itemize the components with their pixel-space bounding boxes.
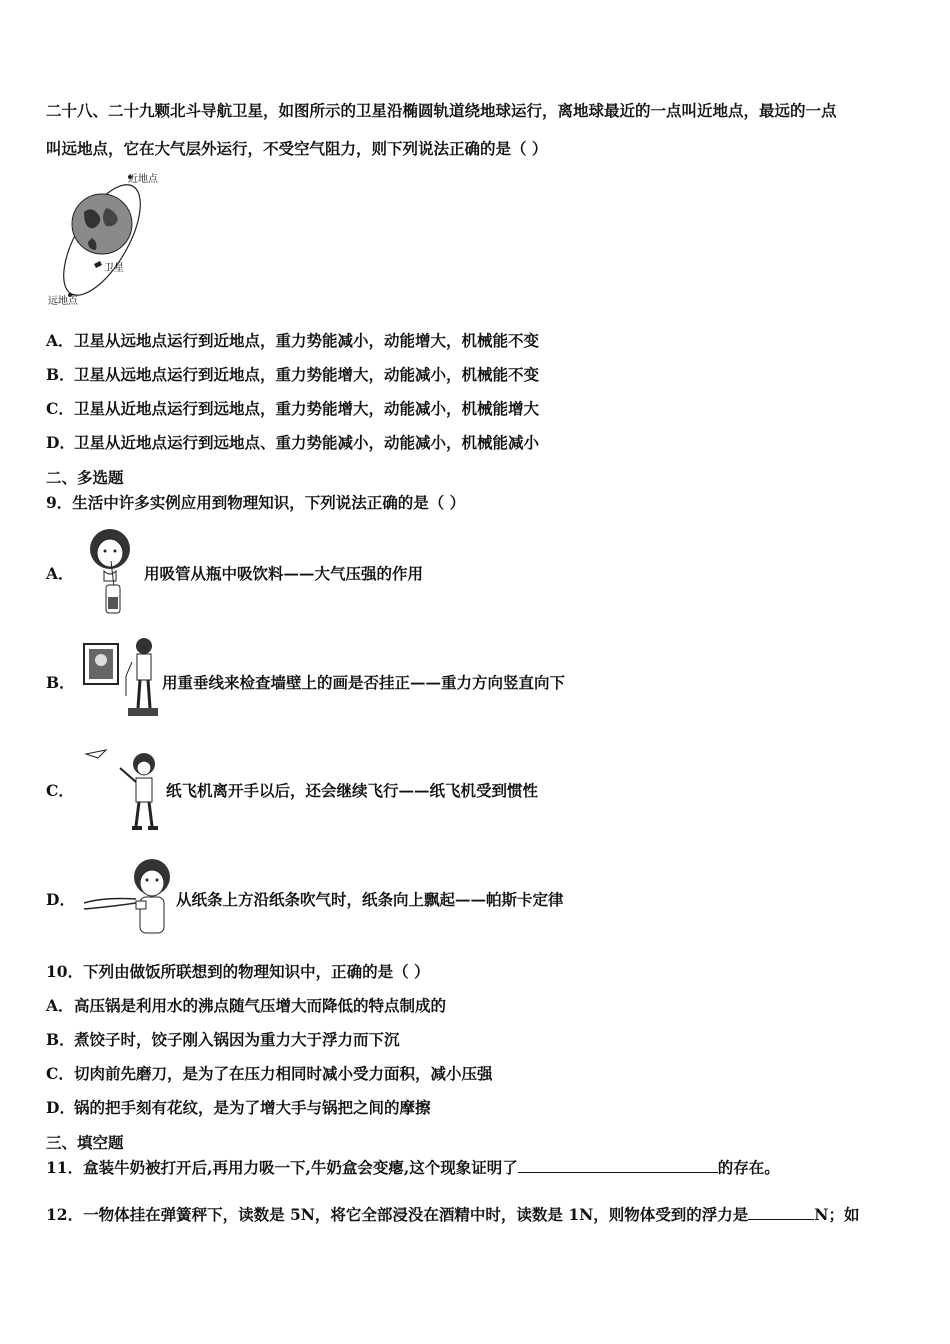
q9-option-a: A． 用吸管从瓶中吸饮料——大气压强的作用 bbox=[46, 527, 906, 617]
q9-option-b: B． 用重垂线来检查墙壁上的画是否挂正——重力方向竖直向下 bbox=[46, 636, 906, 726]
section-title-fill-in: 三、填空题 bbox=[46, 1133, 124, 1152]
q8-stem-line2: 叫远地点，它在大气层外运行，不受空气阻力，则下列说法正确的是（ ） bbox=[46, 139, 548, 158]
q8-stem-line1: 二十八、二十九颗北斗导航卫星，如图所示的卫星沿椭圆轨道绕地球运行，离地球最近的一点叫近地点，最远的一点 bbox=[46, 101, 837, 120]
earth-orbit-illustration bbox=[40, 168, 170, 308]
q8-option-d: D．卫星从近地点运行到远地点、重力势能减小，动能减小，机械能减小 bbox=[46, 433, 540, 452]
q9-option-c: C． 纸飞机离开手以后，还会继续飞行——纸飞机受到惯性 bbox=[46, 744, 906, 834]
q8-option-b: B．卫星从远地点运行到近地点，重力势能增大，动能减小，机械能不变 bbox=[46, 365, 540, 384]
q12-stem: 12．一物体挂在弹簧秤下，读数是 5N，将它全部浸没在酒精中时，读数是 1N，则物体受到的浮力是 N；如 bbox=[46, 1205, 860, 1224]
q9-option-d: D． 从纸条上方沿纸条吹气时，纸条向上飘起——帕斯卡定律 bbox=[46, 853, 906, 943]
q9-stem: 9．生活中许多实例应用到物理知识，下列说法正确的是（ ） bbox=[46, 493, 466, 512]
q8-option-c: C．卫星从近地点运行到远地点，重力势能增大，动能减小，机械能增大 bbox=[46, 399, 540, 418]
section-title-multiple-choice: 二、多选题 bbox=[46, 468, 124, 487]
paper-plane-boy-image bbox=[84, 744, 168, 834]
q10-option-d: D．锅的把手刻有花纹，是为了增大手与锅把之间的摩擦 bbox=[46, 1098, 431, 1117]
q10-option-b: B．煮饺子时，饺子刚入锅因为重力大于浮力而下沉 bbox=[46, 1030, 400, 1049]
q10-option-c: C．切肉前先磨刀，是为了在压力相同时减小受力面积，减小压强 bbox=[46, 1064, 493, 1083]
q8-option-a: A．卫星从远地点运行到近地点，重力势能减小，动能增大，机械能不变 bbox=[46, 331, 540, 350]
q12-answer-blank[interactable] bbox=[748, 1203, 814, 1220]
q10-option-a: A．高压锅是利用水的沸点随气压增大而降低的特点制成的 bbox=[46, 996, 447, 1015]
q11-answer-blank[interactable] bbox=[518, 1156, 718, 1173]
q10-stem: 10．下列由做饭所联想到的物理知识中，正确的是（ ） bbox=[46, 962, 430, 981]
perigee-label: 近地点 bbox=[128, 174, 158, 185]
girl-drinking-straw-image bbox=[84, 527, 144, 617]
apogee-label: 远地点 bbox=[48, 296, 78, 307]
q11-stem: 11．盒装牛奶被打开后,再用力吸一下,牛奶盒会变瘪,这个现象证明了 的存在。 bbox=[46, 1158, 780, 1177]
satellite-label: 卫星 bbox=[104, 263, 124, 274]
blowing-paper-strip-image bbox=[82, 853, 178, 943]
orbit-figure bbox=[40, 168, 170, 308]
plumb-line-picture-image bbox=[82, 636, 162, 726]
